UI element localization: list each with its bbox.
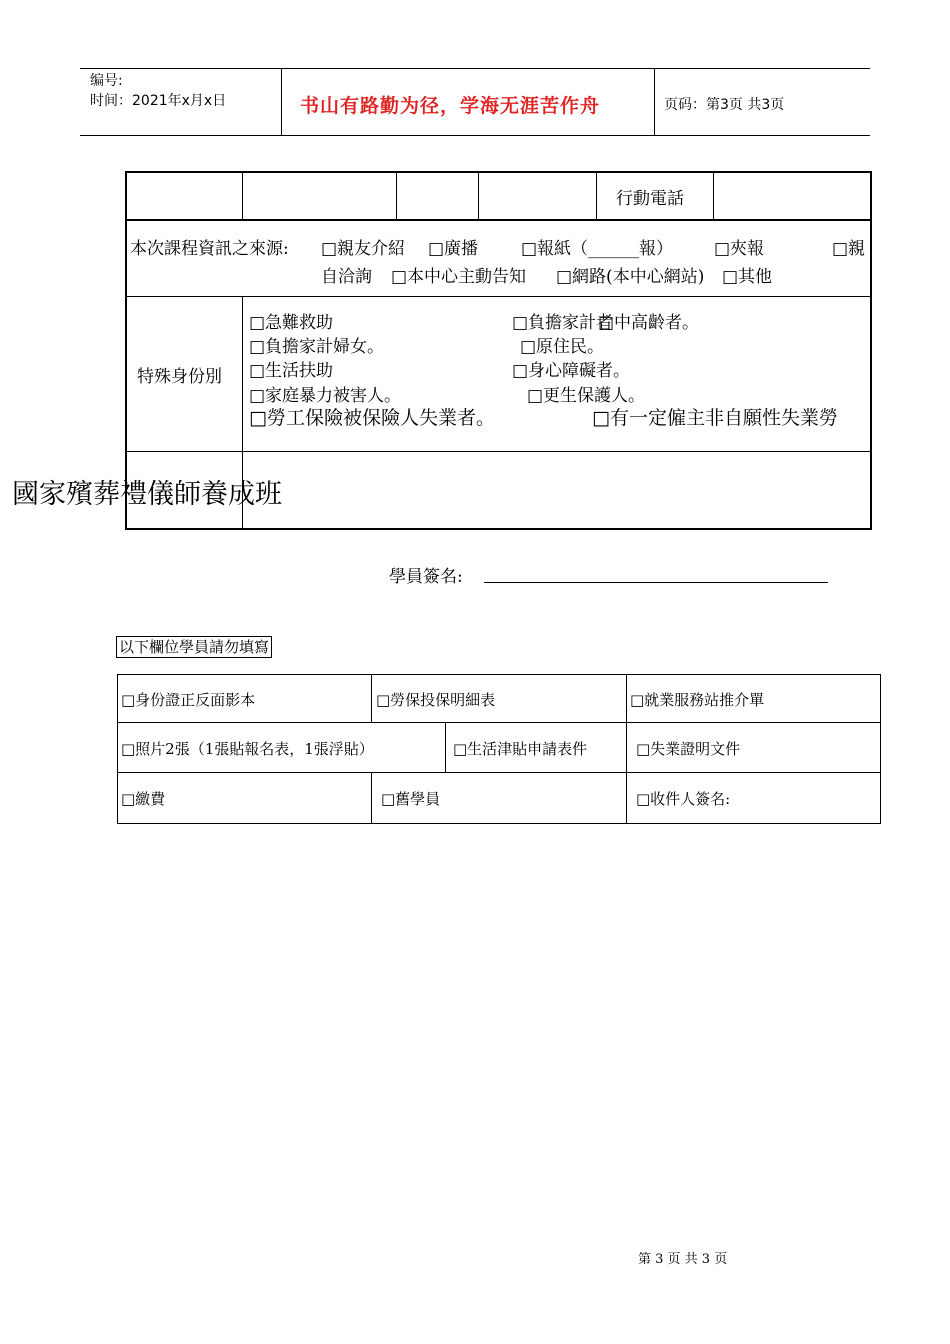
footer-page-number: 第 3 页 共 3 页 (638, 1252, 728, 1267)
header-number-label: 编号: (90, 73, 123, 89)
identity-involuntary-unemployed-checkbox[interactable]: □有一定僱主非自願性失業勞 (592, 407, 838, 429)
doc-referral-checkbox[interactable]: □就業服務站推介單 (630, 691, 765, 709)
source-friends-checkbox[interactable]: □親友介紹 (321, 239, 406, 259)
student-signature-line[interactable] (484, 582, 828, 583)
identity-living-assistance-checkbox[interactable]: □生活扶助 (249, 361, 334, 381)
payment-checkbox[interactable]: □繳費 (121, 790, 166, 808)
row-divider (117, 722, 881, 723)
header-time: 时间：2021年x月x日 (90, 93, 227, 109)
course-name: 國家殯葬禮儀師養成班 (12, 479, 282, 510)
cell-divider (242, 172, 243, 220)
info-source-label: 本次課程資訊之來源: (130, 239, 289, 259)
identity-emergency-checkbox[interactable]: □急難救助 (249, 313, 334, 333)
doc-allowance-form-checkbox[interactable]: □生活津貼申請表件 (453, 740, 588, 758)
special-identity-label: 特殊身份別 (137, 367, 222, 387)
doc-photos-checkbox[interactable]: □照片2張（1張貼報名表，1張浮貼） (121, 740, 374, 758)
identity-disability-checkbox[interactable]: □身心障礙者。 (512, 361, 631, 381)
doc-unemployment-proof-checkbox[interactable]: □失業證明文件 (636, 740, 741, 758)
source-center-checkbox[interactable]: □本中心主動告知 (391, 267, 527, 287)
identity-senior-checkbox[interactable]: □中高齡者。 (598, 313, 700, 333)
cell-divider (626, 722, 627, 772)
header-motto: 书山有路勤为径，学海无涯苦作舟 (300, 95, 601, 117)
identity-domestic-violence-checkbox[interactable]: □家庭暴力被害人。 (249, 386, 402, 406)
row-divider (126, 296, 871, 297)
student-signature-label: 學員簽名: (389, 567, 463, 587)
source-inquiry-text: 自洽詢 (321, 267, 372, 287)
identity-insured-unemployed-checkbox[interactable]: □勞工保險被保險人失業者。 (249, 407, 495, 429)
row-divider (126, 451, 871, 452)
source-insert-checkbox[interactable]: □夾報 (714, 239, 765, 259)
returning-student-checkbox[interactable]: □舊學員 (381, 790, 441, 808)
cell-divider (478, 172, 479, 220)
identity-rehabilitation-checkbox[interactable]: □更生保護人。 (527, 386, 646, 406)
doc-id-copy-checkbox[interactable]: □身份證正反面影本 (121, 691, 256, 709)
identity-breadwinner-checkbox[interactable]: □負擔家計者 (512, 313, 614, 333)
cell-divider (445, 722, 446, 772)
header-top-rule (80, 68, 870, 69)
office-use-note: 以下欄位學員請勿填寫 (116, 636, 272, 658)
header-bottom-rule (80, 135, 870, 136)
identity-indigenous-checkbox[interactable]: □原住民。 (520, 337, 605, 357)
source-other-checkbox[interactable]: □其他 (722, 267, 773, 287)
header-divider (654, 68, 655, 136)
receiver-signature-checkbox[interactable]: □收件人簽名: (636, 790, 731, 808)
mobile-phone-label: 行動電話 (616, 189, 684, 209)
cell-divider (596, 172, 597, 220)
cell-divider (713, 172, 714, 220)
cell-divider (371, 772, 372, 824)
source-relative-checkbox[interactable]: □親 (832, 239, 866, 259)
doc-insurance-detail-checkbox[interactable]: □勞保投保明細表 (376, 691, 496, 709)
row-divider (126, 219, 871, 221)
source-broadcast-checkbox[interactable]: □廣播 (428, 239, 479, 259)
cell-divider (396, 172, 397, 220)
source-newspaper-checkbox[interactable]: □報紙（______報） (521, 239, 674, 259)
cell-divider (626, 772, 627, 824)
cell-divider (626, 674, 627, 722)
identity-breadwinner-women-checkbox[interactable]: □負擔家計婦女。 (249, 337, 385, 357)
header-divider (281, 68, 282, 136)
row-divider (117, 772, 881, 773)
source-web-checkbox[interactable]: □網路(本中心網站) (556, 267, 705, 287)
cell-divider (371, 674, 372, 722)
header-page-info: 页码：第3页 共3页 (664, 97, 785, 113)
